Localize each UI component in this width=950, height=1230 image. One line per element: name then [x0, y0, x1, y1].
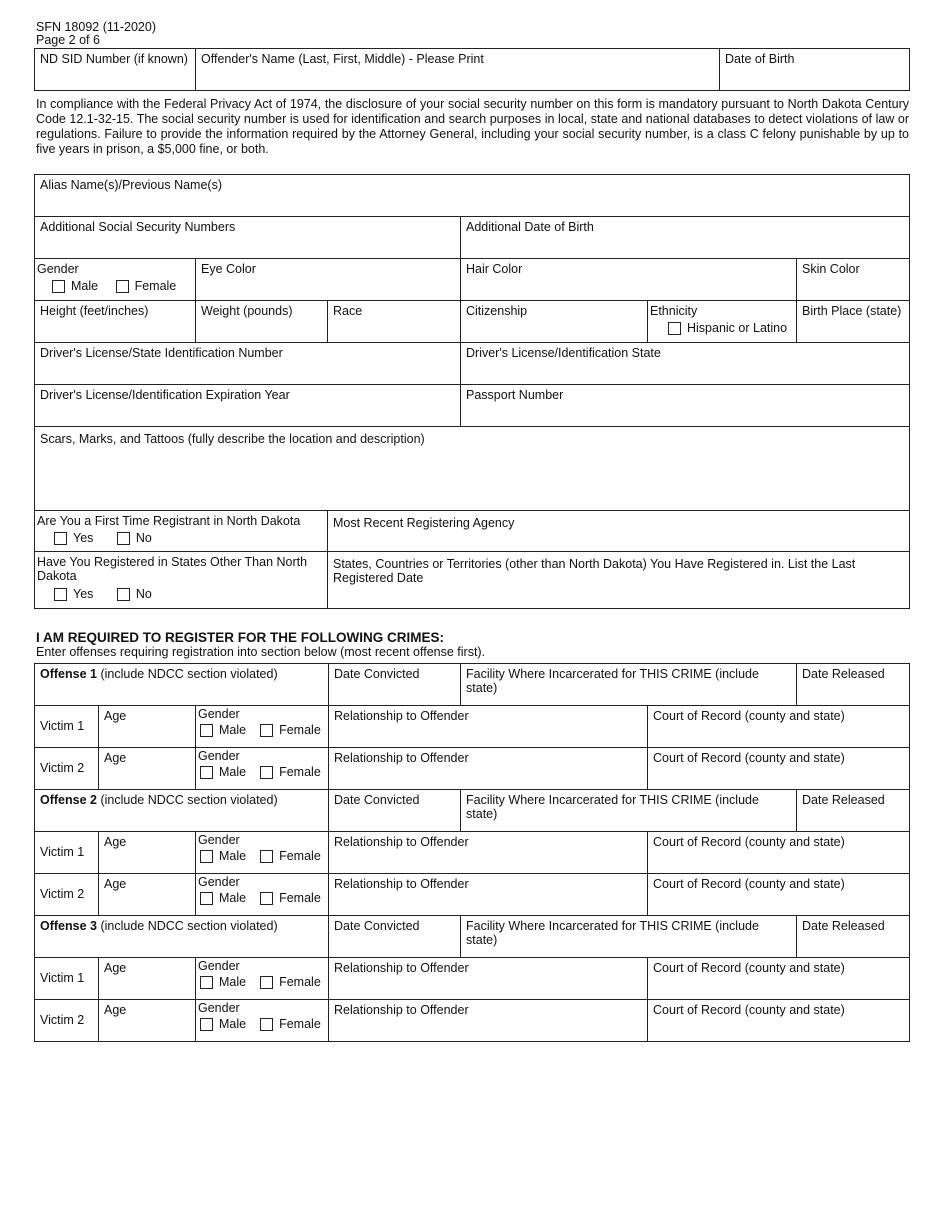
victim-female-checkbox[interactable]: [260, 892, 273, 905]
gender-female-checkbox[interactable]: [116, 280, 129, 293]
date-convicted-label: Date Convicted: [334, 667, 420, 681]
age-label: Age: [104, 709, 127, 723]
first-time-yes-checkbox[interactable]: [54, 532, 67, 545]
age-label: Age: [104, 751, 127, 765]
scars-marks-tattoos-field[interactable]: [35, 427, 910, 511]
passport-field[interactable]: [461, 385, 910, 427]
male-label: Male: [219, 975, 247, 990]
male-label: Male: [219, 723, 247, 738]
age-label: Age: [104, 835, 127, 849]
offense-1-victim-1-court-field[interactable]: [648, 706, 910, 748]
court-label: Court of Record (county and state): [653, 709, 845, 723]
offense-3-victim-1-gender-field: [196, 958, 329, 1000]
no-label: No: [135, 586, 152, 601]
victim-male-checkbox[interactable]: [200, 766, 213, 779]
offense-2-victim-2-relationship-field[interactable]: [329, 874, 648, 916]
relationship-label: Relationship to Offender: [334, 835, 469, 849]
gender-label: Gender: [198, 707, 240, 721]
birthplace-field[interactable]: [797, 301, 910, 343]
additional-ssn-field[interactable]: [35, 217, 461, 259]
victim-female-checkbox[interactable]: [260, 976, 273, 989]
court-label: Court of Record (county and state): [653, 835, 845, 849]
victim-label: Victim 1: [40, 845, 85, 860]
ethnicity-field: [648, 301, 797, 343]
recent-agency-label: Most Recent Registering Agency: [333, 516, 515, 530]
victim-female-checkbox[interactable]: [260, 850, 273, 863]
hair-color-field[interactable]: [461, 259, 797, 301]
other-states-list-label: States, Countries or Territories (other than North Dakota) You Have Registered in. List the Last Registered Date: [333, 557, 856, 586]
crimes-heading: [36, 630, 485, 660]
offense-2-victim-2-court-field[interactable]: [648, 874, 910, 916]
additional-dob-label: Additional Date of Birth: [466, 220, 594, 234]
offense-suffix: (include NDCC section violated): [100, 667, 278, 681]
offense-1-victim-1-relationship-field[interactable]: [329, 706, 648, 748]
additional-dob-field[interactable]: [461, 217, 910, 259]
offender-name-label: Offender's Name (Last, First, Middle) - Please Print: [201, 52, 484, 66]
offense-3-field[interactable]: [35, 916, 329, 958]
male-label: Male: [71, 279, 99, 294]
relationship-label: Relationship to Offender: [334, 1003, 469, 1017]
alias-label: Alias Name(s)/Previous Name(s): [40, 178, 222, 192]
citizenship-field[interactable]: [461, 301, 648, 343]
offense-3-victim-2-gender-field: [196, 1000, 329, 1042]
victim-label: Victim 2: [40, 887, 85, 902]
dl-expiration-label: Driver's License/Identification Expiration Year: [40, 388, 290, 402]
male-label: Male: [219, 1017, 247, 1032]
dl-number-label: Driver's License/State Identification Number: [40, 346, 283, 360]
date-of-birth-field[interactable]: [720, 49, 910, 91]
court-label: Court of Record (county and state): [653, 877, 845, 891]
offense-3-victim-1-relationship-field[interactable]: [329, 958, 648, 1000]
victim-female-checkbox[interactable]: [260, 1018, 273, 1031]
male-label: Male: [219, 765, 247, 780]
offense-3-date-convicted-field[interactable]: [329, 916, 461, 958]
female-label: Female: [279, 1017, 321, 1032]
offense-2-victim-1-age-field[interactable]: [99, 832, 196, 874]
scars-label: Scars, Marks, and Tattoos (fully describe the location and description): [40, 432, 425, 446]
other-states-list-field[interactable]: [328, 552, 910, 609]
age-label: Age: [104, 1003, 127, 1017]
offense-3-facility-field[interactable]: [461, 916, 797, 958]
date-of-birth-label: Date of Birth: [725, 52, 795, 66]
offense-2-date-released-field[interactable]: [797, 790, 910, 832]
offense-1-victim-2-court-field[interactable]: [648, 748, 910, 790]
offenses-section: [34, 663, 909, 1042]
ethnicity-label: Ethnicity: [650, 304, 698, 318]
offense-2-victim-2-age-field[interactable]: [99, 874, 196, 916]
offense-suffix: (include NDCC section violated): [100, 919, 278, 933]
victim-label: Victim 2: [40, 1013, 85, 1028]
recent-agency-field[interactable]: [328, 511, 910, 552]
offense-3-victim-1-age-field[interactable]: [99, 958, 196, 1000]
victim-female-checkbox[interactable]: [260, 766, 273, 779]
first-time-label: Are You a First Time Registrant in North Dakota: [37, 514, 301, 528]
offense-1-date-convicted-field[interactable]: [329, 664, 461, 706]
victim-label-cell: [35, 832, 99, 874]
victim-male-checkbox[interactable]: [200, 1018, 213, 1031]
offense-1-victim-2-age-field[interactable]: [99, 748, 196, 790]
other-states-yes-checkbox[interactable]: [54, 588, 67, 601]
gender-field: [35, 259, 196, 301]
offense-suffix: (include NDCC section violated): [100, 793, 278, 807]
height-label: Height (feet/inches): [40, 304, 149, 318]
offense-2-victim-1-relationship-field[interactable]: [329, 832, 648, 874]
height-field[interactable]: [35, 301, 196, 343]
offense-3-date-released-field[interactable]: [797, 916, 910, 958]
offense-1-field[interactable]: [35, 664, 329, 706]
offender-name-field[interactable]: [196, 49, 720, 91]
other-states-question-label: Have You Registered in States Other Than North Dakota: [37, 555, 308, 584]
female-label: Female: [279, 765, 321, 780]
gender-label: Gender: [198, 1001, 240, 1015]
citizenship-label: Citizenship: [466, 304, 528, 318]
yes-label: Yes: [73, 586, 94, 601]
offense-1-victim-1-gender-field: [196, 706, 329, 748]
female-label: Female: [279, 723, 321, 738]
victim-label-cell: [35, 748, 99, 790]
victim-male-checkbox[interactable]: [200, 892, 213, 905]
eye-color-field[interactable]: [196, 259, 461, 301]
gender-male-checkbox[interactable]: [52, 280, 65, 293]
victim-label-cell: [35, 874, 99, 916]
offense-2-field[interactable]: [35, 790, 329, 832]
form-id: SFN 18092 (11-2020): [36, 20, 156, 34]
gender-label: Gender: [198, 749, 240, 763]
gender-label: Gender: [198, 833, 240, 847]
crimes-title: I AM REQUIRED TO REGISTER FOR THE FOLLOWING CRIMES:: [36, 630, 444, 645]
offense-3-victim-2-age-field[interactable]: [99, 1000, 196, 1042]
dl-number-field[interactable]: [35, 343, 461, 385]
age-label: Age: [104, 961, 127, 975]
weight-label: Weight (pounds): [201, 304, 293, 318]
offense-2-victim-1-gender-field: [196, 832, 329, 874]
court-label: Court of Record (county and state): [653, 1003, 845, 1017]
dl-state-field[interactable]: [461, 343, 910, 385]
no-label: No: [135, 531, 152, 546]
date-convicted-label: Date Convicted: [334, 919, 420, 933]
victim-male-checkbox[interactable]: [200, 976, 213, 989]
offense-2-facility-field[interactable]: [461, 790, 797, 832]
offense-3-victim-2-relationship-field[interactable]: [329, 1000, 648, 1042]
identification-section: [34, 48, 909, 91]
offense-2-victim-2-gender-field: [196, 874, 329, 916]
dl-expiration-field[interactable]: [35, 385, 461, 427]
eye-color-label: Eye Color: [201, 262, 256, 276]
victim-label-cell: [35, 1000, 99, 1042]
first-time-no-checkbox[interactable]: [117, 532, 130, 545]
first-time-registrant-field: [35, 511, 328, 552]
form-header: [36, 21, 156, 47]
offense-1-victim-2-gender-field: [196, 748, 329, 790]
gender-label: Gender: [37, 262, 79, 276]
other-states-no-checkbox[interactable]: [117, 588, 130, 601]
female-label: Female: [279, 891, 321, 906]
offense-label: Offense 1: [40, 667, 97, 681]
hispanic-checkbox[interactable]: [668, 322, 681, 335]
victim-label: Victim 1: [40, 719, 85, 734]
race-label: Race: [333, 304, 363, 318]
female-label: Female: [134, 279, 177, 294]
victim-label: Victim 1: [40, 971, 85, 986]
relationship-label: Relationship to Offender: [334, 709, 469, 723]
court-label: Court of Record (county and state): [653, 961, 845, 975]
offense-1-victim-2-relationship-field[interactable]: [329, 748, 648, 790]
female-label: Female: [279, 975, 321, 990]
hair-color-label: Hair Color: [466, 262, 523, 276]
skin-color-field[interactable]: [797, 259, 910, 301]
alias-field[interactable]: [35, 175, 910, 217]
sid-number-field[interactable]: [35, 49, 196, 91]
crimes-instructions: Enter offenses requiring registration into section below (most recent offense first).: [36, 645, 486, 659]
gender-label: Gender: [198, 875, 240, 889]
date-released-label: Date Released: [802, 667, 885, 681]
victim-label-cell: [35, 706, 99, 748]
offense-label: Offense 3: [40, 919, 97, 933]
age-label: Age: [104, 877, 127, 891]
dl-state-label: Driver's License/Identification State: [466, 346, 661, 360]
offense-3-victim-2-court-field[interactable]: [648, 1000, 910, 1042]
offense-1-date-released-field[interactable]: [797, 664, 910, 706]
additional-ssn-label: Additional Social Security Numbers: [40, 220, 236, 234]
date-convicted-label: Date Convicted: [334, 793, 420, 807]
other-states-question-field: [35, 552, 328, 609]
victim-label-cell: [35, 958, 99, 1000]
victim-label: Victim 2: [40, 761, 85, 776]
race-field[interactable]: [328, 301, 461, 343]
yes-label: Yes: [73, 531, 94, 546]
date-released-label: Date Released: [802, 919, 885, 933]
birthplace-label: Birth Place (state): [802, 304, 902, 318]
personal-info-section: [34, 174, 909, 609]
offense-2-victim-1-court-field[interactable]: [648, 832, 910, 874]
male-label: Male: [219, 891, 247, 906]
offense-1-facility-field[interactable]: [461, 664, 797, 706]
page-number: Page 2 of 6: [36, 33, 100, 47]
gender-label: Gender: [198, 959, 240, 973]
privacy-notice: In compliance with the Federal Privacy Act of 1974, the disclosure of your social security number on this form is mandatory pursuant to North Dakota Century Code 12.1-32-15. The social security number is used for identification and search purposes in local, state and national databases to detect violations of law or regulations. Failure to provide the information required by the Attorney General, including your social security number, is a class C felony punishable by up to five years in prison, a $5,000 fine, or both.: [36, 97, 909, 156]
relationship-label: Relationship to Offender: [334, 961, 469, 975]
female-label: Female: [279, 849, 321, 864]
offense-3-victim-1-court-field[interactable]: [648, 958, 910, 1000]
victim-male-checkbox[interactable]: [200, 850, 213, 863]
offense-1-victim-1-age-field[interactable]: [99, 706, 196, 748]
facility-label: Facility Where Incarcerated for THIS CRIME (include state): [466, 667, 759, 696]
facility-label: Facility Where Incarcerated for THIS CRIME (include state): [466, 793, 759, 822]
date-released-label: Date Released: [802, 793, 885, 807]
relationship-label: Relationship to Offender: [334, 877, 469, 891]
offense-2-date-convicted-field[interactable]: [329, 790, 461, 832]
sid-number-label: ND SID Number (if known): [40, 52, 188, 66]
skin-color-label: Skin Color: [802, 262, 860, 276]
facility-label: Facility Where Incarcerated for THIS CRIME (include state): [466, 919, 759, 948]
offense-label: Offense 2: [40, 793, 97, 807]
hispanic-label: Hispanic or Latino: [687, 321, 788, 336]
relationship-label: Relationship to Offender: [334, 751, 469, 765]
passport-label: Passport Number: [466, 388, 564, 402]
weight-field[interactable]: [196, 301, 328, 343]
court-label: Court of Record (county and state): [653, 751, 845, 765]
male-label: Male: [219, 849, 247, 864]
victim-female-checkbox[interactable]: [260, 724, 273, 737]
victim-male-checkbox[interactable]: [200, 724, 213, 737]
